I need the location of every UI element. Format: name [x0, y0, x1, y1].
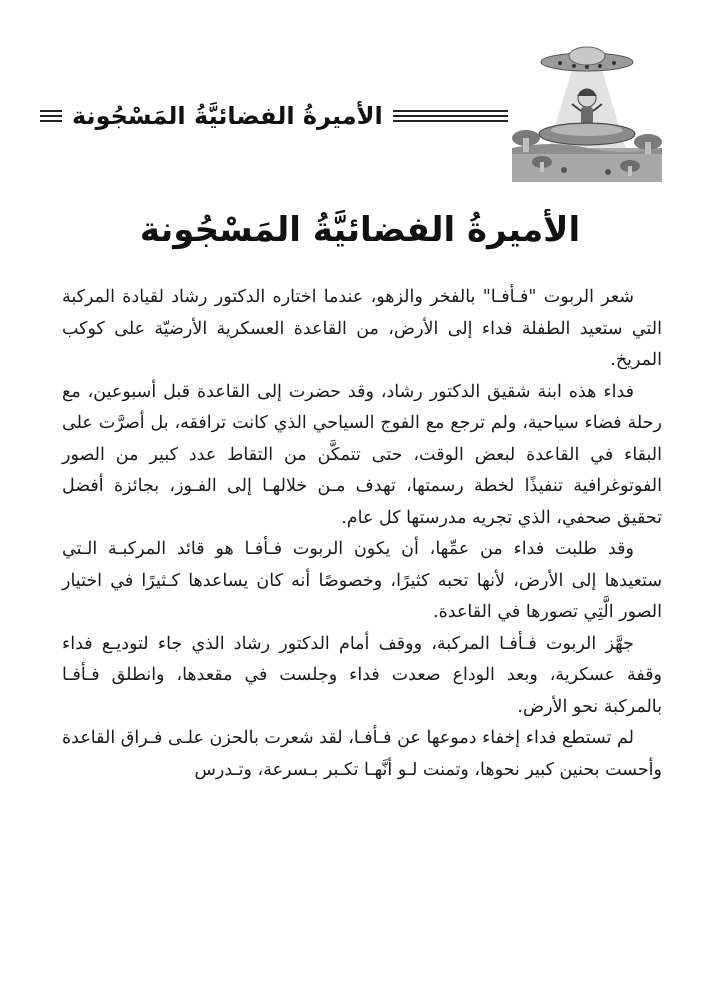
paragraph: وقد طلبت فداء من عمِّها، أن يكون الربوت فـأفـا هو قائد المركبـة الـتي ستعيدها إلى الأرض، لأنها تحبه كثيرًا، وخصوصًا أنه كان يساعدها كـثيرًا في اختيار الصور الَّتِي تصورها في القاعدة. — [62, 539, 662, 622]
paragraph: لم تستطع فداء إخفاء دموعها عن فـأفـا، لقد شعرت بالحزن علـى فـراق القاعدة وأحست بحنين كبير نحوها، وتمنت لـو أنَّهـا تكـبر بـسرعة، وتـدرس — [62, 728, 662, 780]
header-rule-left — [40, 109, 62, 123]
paragraph: جهَّز الربوت فـأفـا المركبة، ووقف أمام الدكتور رشاد الذي جاء لتوديـع فداء وقفة عسكرية، وبعد الوداع صعدت فداء وجلست في مقعدها، وانطلق فـأفـا بالمركبة نحو الأرض. — [62, 633, 662, 717]
chapter-title: الأميرةُ الفضائيَّةُ المَسْجُونة — [139, 210, 581, 250]
story-text — [62, 282, 662, 786]
header-rule-right — [393, 109, 508, 123]
paragraph: فداء هذه ابنة شقيق الدكتور رشاد، وقد حضرت إلى القاعدة قبل أسبوعين، مع رحلة فضاء سياحية، ولم ترجع مع الفوج السياحي الذي كانت ترافقه، بل أصرَّت على البقاء في القاعدة لبعض الوقت، حتى تتمكَّن من التقاط عدد كبير من الصور الفوتوغرافية تنفيذًا لخطة رسمتها، تهدف مـن خلالهـا إلى الفـوز، بجائزة أفضل تحقيق صحفي، الذي تجريه مدرستها كل عام. — [62, 381, 662, 528]
spaceship-illustration — [512, 44, 662, 182]
header-title: الأميرةُ الفضائيَّةُ المَسْجُونة — [72, 102, 383, 130]
running-header — [40, 86, 508, 146]
paragraph: شعر الربوت "فـأفـا" بالفخر والزهو، عندما اختاره الدكتور رشاد لقيادة المركبة التي ستعيد الطفلة فداء إلى الأرض، من القاعدة العسكرية الأرضيّة على كوكب المريخ. — [62, 287, 662, 370]
